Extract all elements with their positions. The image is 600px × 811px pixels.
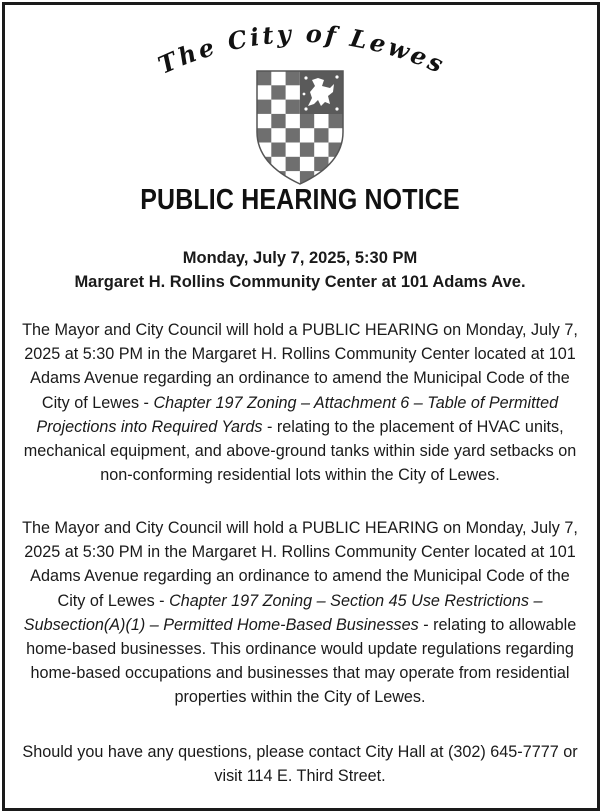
event-date: Monday, July 7, 2025, 5:30 PM <box>182 249 418 267</box>
paragraph-2-intro: The Mayor and City Council will hold a PUBLIC HEARING on Monday, July 7, 2025 at 5:30 PM in the Margaret H. Rollins Community Center located at 101 Adams Avenue regarding an ordinance to amend the Municipal Code of the City of Lewes - <box>22 519 578 610</box>
logo-wordmark: The City of Lewes <box>153 18 451 80</box>
shield-icon <box>257 71 343 186</box>
paragraph-2-rest: - relating to allowable home-based businesses. This ordinance would update regulations regarding home-based occupations and businesses that may operate from residential properties within the City of Lewes. <box>26 615 577 707</box>
page-title: PUBLIC HEARING NOTICE <box>140 184 460 216</box>
event-location: Margaret H. Rollins Community Center at 101 Adams Ave. <box>74 273 526 291</box>
city-of-lewes-logo <box>0 14 600 189</box>
paragraph-1-rest: - relating to the placement of HVAC units, mechanical equipment, and above-ground tanks within side yard setbacks on non-conforming residential lots within the City of Lewes. <box>23 417 577 485</box>
paragraph-1-intro: The Mayor and City Council will hold a PUBLIC HEARING on Monday, July 7, 2025 at 5:30 PM in the Margaret H. Rollins Community Center located at 101 Adams Avenue regarding an ordinance to amend the Municipal Code of the City of Lewes - <box>22 321 578 412</box>
paragraph-1-citation: Chapter 197 Zoning – Attachment 6 – Table of Permitted Projections into Required Yards <box>36 393 559 436</box>
hearing-paragraph-2 <box>14 516 586 710</box>
hearing-paragraph-1 <box>14 318 586 487</box>
contact-paragraph: Should you have any questions, please contact City Hall at (302) 645-7777 or visit 114 E. Third Street. <box>22 743 578 786</box>
event-details <box>0 246 600 294</box>
paragraph-2-citation: Chapter 197 Zoning – Section 45 Use Restrictions – Subsection(A)(1) – Permitted Home-Based Businesses <box>23 591 543 634</box>
